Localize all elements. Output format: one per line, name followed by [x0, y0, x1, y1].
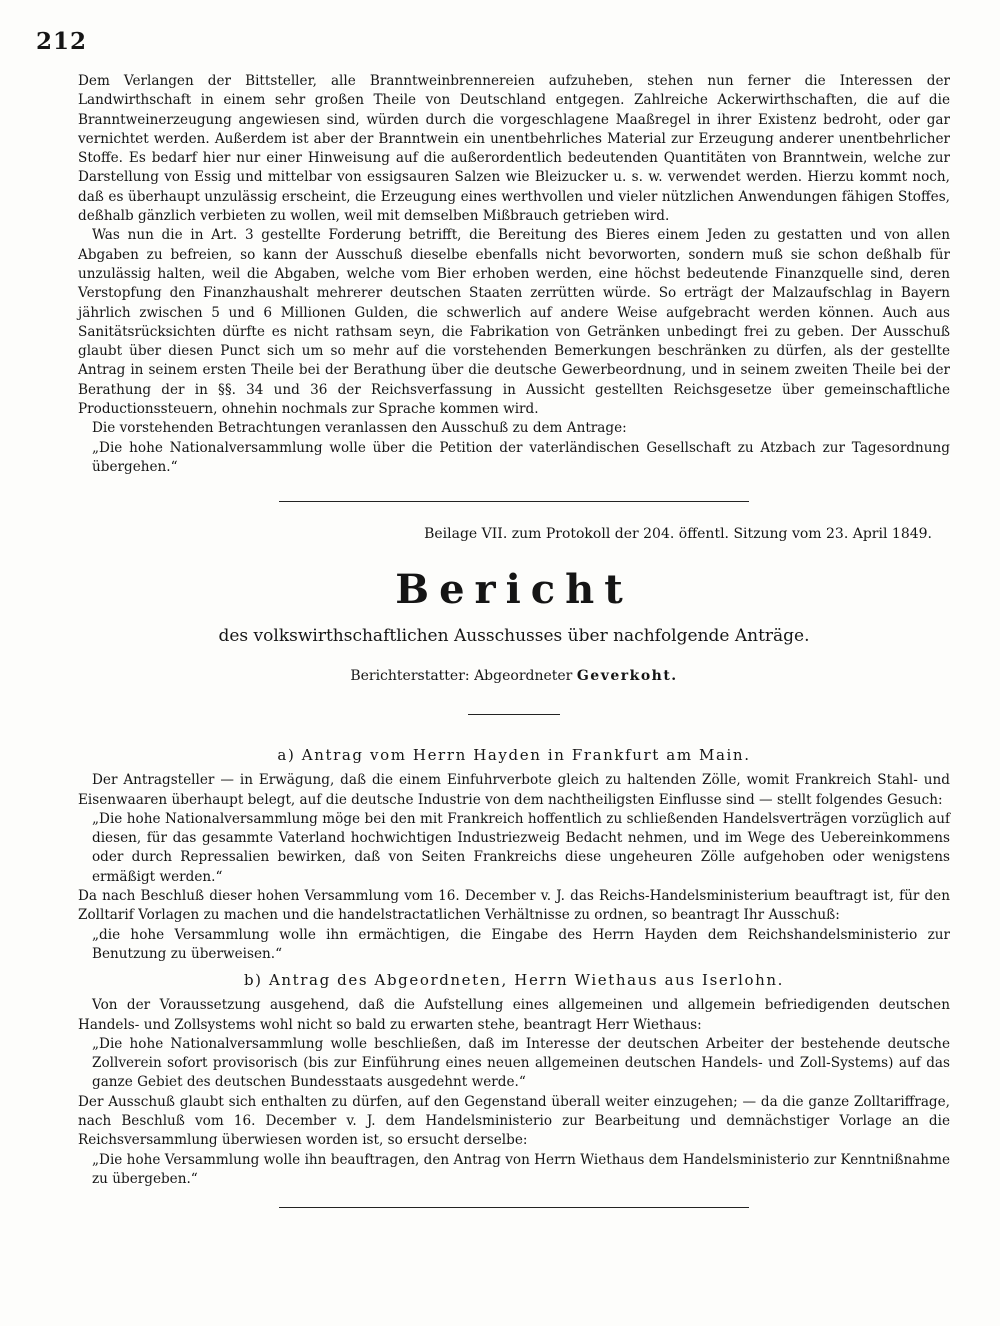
reporter-label: Berichterstatter: Abgeordneter [350, 668, 573, 685]
section-b-quote-2: „Die hohe Versammlung wolle ihn beauftragen, den Antrag von Herrn Wiethaus dem Handelsministerio zur Kenntnißnahme zu übergeben.“ [92, 1151, 950, 1187]
short-divider-rule [468, 714, 560, 715]
section-a-quote-2: „die hohe Versammlung wolle ihn ermächtigen, die Eingabe des Herrn Hayden dem Reichshandelsministerio zur Benutzung zu überweisen.“ [92, 926, 950, 962]
end-divider-rule [279, 1207, 749, 1208]
section-a-heading: a) Antrag vom Herrn Hayden in Frankfurt am Main. [277, 746, 751, 765]
section-b-paragraph-2: Der Ausschuß glaubt sich enthalten zu dürfen, auf den Gegenstand überall weiter einzugehen; — da die ganze Zolltariffrage, nach Beschluß vom 16. December v. J. dem Handelsministerio zur Bearbeitung und demnächstiger Vorlage an die Reichsversammlung überwiesen worden ist, so ersucht derselbe: [78, 1093, 950, 1149]
paragraph-antrag-intro: Die vorstehenden Betrachtungen veranlassen den Ausschuß zu dem Antrage: [92, 420, 627, 437]
reporter-line [78, 666, 950, 686]
divider-rule [279, 501, 749, 502]
section-b-quote-1: „Die hohe Nationalversammlung wolle beschließen, daß im Interesse der deutschen Arbeiter der bestehende deutsche Zollverein sofort provisorisch (bis zur Einführung eines neuen allgemeinen deutschen Handels- und Zoll-Systems) auf das ganze Gebiet des deutschen Bundesstaats ausgedehnt werde.“ [92, 1035, 950, 1091]
page-number: 212 [36, 28, 88, 55]
report-subtitle: des volkswirthschaftlichen Ausschusses über nachfolgende Anträge. [218, 626, 810, 647]
section-b-heading: b) Antrag des Abgeordneten, Herrn Wiethaus aus Iserlohn. [243, 971, 785, 990]
paragraph-branntwein: Dem Verlangen der Bittsteller, alle Branntweinbrennereien aufzuheben, stehen nun ferner die Interessen der Landwirthschaft in einem sehr großen Theile von Deutschland entgegen. Zahlreiche Ackerwirthschaften, die auf die Branntweinerzeugung angewiesen sind, würden durch die vorgeschlagene Maaßregel in ihrer Existenz bedroht, oder gar vernichtet werden. Außerdem ist aber der Branntwein ein unentbehrliches Material zur Erzeugung anderer unentbehrlicher Stoffe. Es bedarf hier nur einer Hinweisung auf die außerordentlich bedeutenden Quantitäten von Branntwein, welche zur Darstellung von Essig und mittelbar von essigsauren Salzen wie Bleizucker u. s. w. verwendet werden. Hierzu kommt noch, daß es überhaupt unzulässig erscheint, die Erzeugung eines werthvollen und vieler nützlichen Anwendungen fähigen Stoffes, deßhalb gänzlich verbieten zu wollen, weil mit demselben Mißbrauch getrieben wird. [78, 73, 950, 225]
section-a-paragraph-2: Da nach Beschluß dieser hohen Versammlung vom 16. December v. J. das Reichs-Handelsministerium beauftragt ist, für den Zolltarif Vorlagen zu machen und die handelstractatlichen Verhältnisse zu ordnen, so beantragt Ihr Ausschuß: [78, 888, 950, 924]
report-title: Bericht [395, 566, 633, 614]
beilage-line: Beilage VII. zum Protokoll der 204. öffentl. Sitzung vom 23. April 1849. [424, 526, 932, 543]
page-content [78, 72, 950, 1208]
quote-tagesordnung: „Die hohe Nationalversammlung wolle über die Petition der vaterländischen Gesellschaft zu Atzbach zur Tagesordnung übergehen.“ [92, 439, 950, 475]
reporter-name: Geverkoht. [576, 668, 678, 685]
paragraph-bier: Was nun die in Art. 3 gestellte Forderung betrifft, die Bereitung des Bieres einem Jeden zu gestatten und von allen Abgaben zu befreien, so kann der Ausschuß dieselbe ebenfalls nicht bevorworten, sondern muß sie schon deßhalb für unzulässig halten, weil die Abgaben, welche vom Bier erhoben werden, eine höchst bedeutende Finanzquelle sind, deren Verstopfung den Finanzhaushalt mehrerer deutschen Staaten zerrütten würde. So erträgt der Malzaufschlag in Bayern jährlich zwischen 5 und 6 Millionen Gulden, die schwerlich auf andere Weise aufgebracht werden können. Auch aus Sanitätsrücksichten dürfte es nicht rathsam seyn, die Fabrikation von Getränken unbedingt frei zu geben. Der Ausschuß glaubt über diesen Punct sich um so mehr auf die vorstehenden Bemerkungen beschränken zu dürfen, als der gestellte Antrag in seinem ersten Theile bei der Berathung über die deutsche Gewerbeordnung, und in seinem zweiten Theile bei der Berathung der in §§. 34 und 36 der Reichsverfassung in Aussicht gestellten Reichsgesetze über gemeinschaftliche Productionssteuern, ohnehin nochmals zur Sprache kommen wird. [78, 227, 950, 418]
section-a-quote-1: „Die hohe Nationalversammlung möge bei den mit Frankreich hoffentlich zu schließenden Handelsverträgen vorzüglich auf diesen, für das gesammte Vaterland hochwichtigen Industriezweig Bedacht nehmen, und im Wege des Uebereinkommens oder durch Repressalien bewirken, daß von Seiten Frankreichs diese ungeheuren Zölle aufgehoben oder wenigstens ermäßigt werden.“ [92, 810, 950, 885]
section-b-paragraph-1: Von der Voraussetzung ausgehend, daß die Aufstellung eines allgemeinen und allgemein befriedigenden deutschen Handels- und Zollsystems wohl nicht so bald zu erwarten stehe, beantragt Herr Wiethaus: [78, 997, 950, 1033]
section-a-paragraph-1: Der Antragsteller — in Erwägung, daß die einem Einfuhrverbote gleich zu haltenden Zölle, womit Frankreich Stahl- und Eisenwaaren überhaupt belegt, auf die deutsche Industrie von dem nachtheiligsten Einflusse sind — stellt folgendes Gesuch: [78, 772, 950, 808]
